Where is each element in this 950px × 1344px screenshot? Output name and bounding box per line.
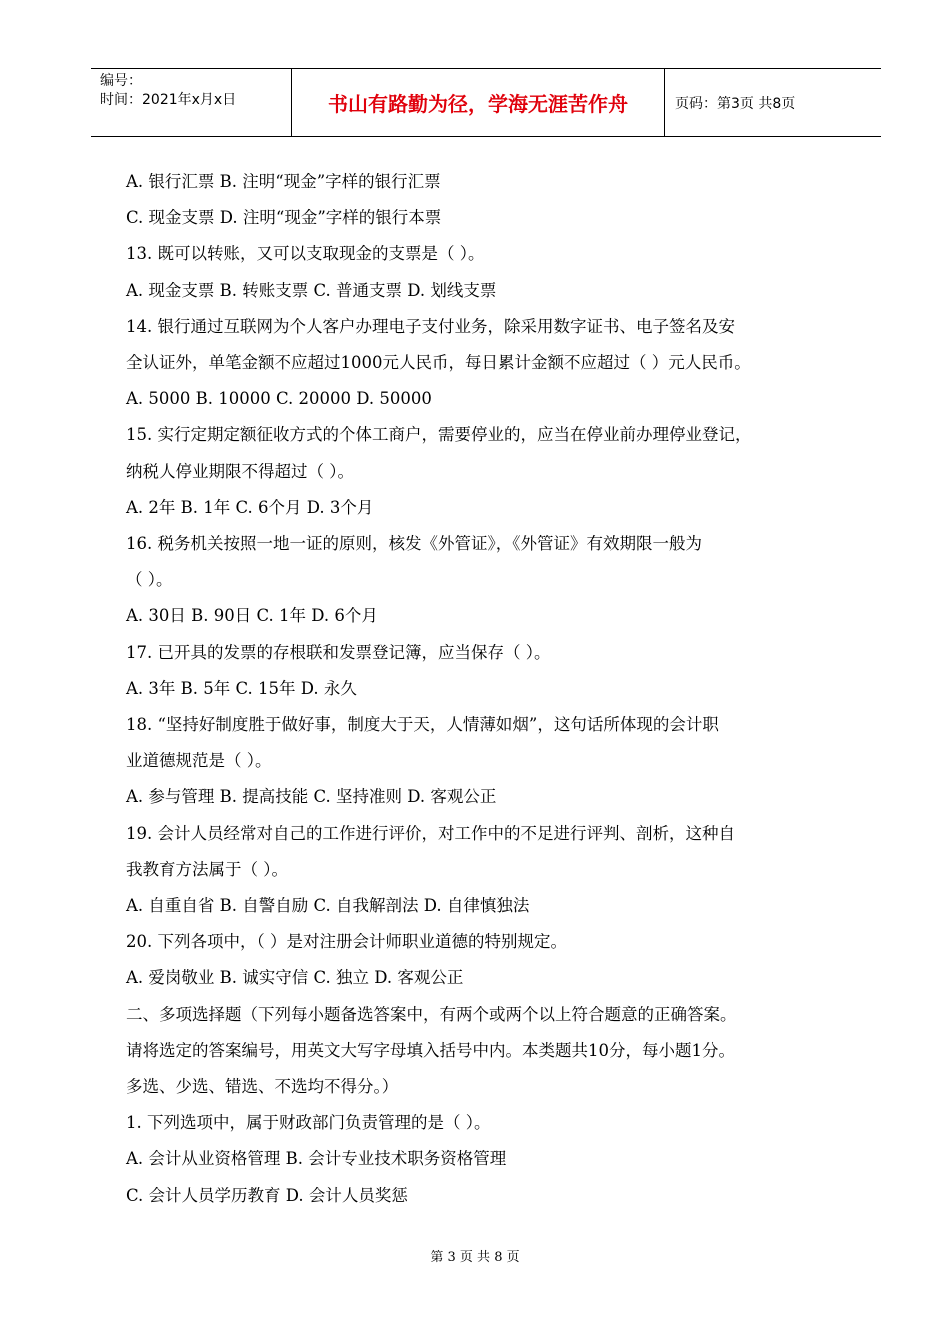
question-18: 18. “坚持好制度胜于做好事，制度大于天，人情薄如烟”，这句话所体现的会计职 [126,715,719,735]
code-label: 编号： [100,73,142,89]
text-line: （ ）。 [126,570,173,590]
text-line: 我教育方法属于（ ）。 [126,859,288,879]
text-line: A. 2年 B. 1年 C. 6个月 D. 3个月 [126,497,374,517]
header-meta [91,69,292,136]
text-line: A. 现金支票 B. 转账支票 C. 普通支票 D. 划线支票 [126,280,497,300]
header-page-info: 页码：第3页 共8页 [675,95,796,112]
page-footer: 第 3 页 共 8 页 [430,1250,520,1265]
question-19: 19. 会计人员经常对自己的工作进行评价，对工作中的不足进行评判、剖析，这种自 [126,823,735,843]
question-13: 13. 既可以转账，又可以支取现金的支票是（ ）。 [126,244,485,264]
text-line: A. 自重自省 B. 自警自励 C. 自我解剖法 D. 自律慎独法 [126,896,530,916]
page-header [91,68,881,137]
text-line: A. 参与管理 B. 提高技能 C. 坚持准则 D. 客观公正 [126,787,497,807]
text-line: A. 爱岗敬业 B. 诚实守信 C. 独立 D. 客观公正 [126,968,464,988]
header-motto: 书山有路勤为径，学海无涯苦作舟 [292,69,665,136]
text-line: A. 5000 B. 10000 C. 20000 D. 50000 [126,389,432,409]
question-14: 14. 银行通过互联网为个人客户办理电子支付业务，除采用数字证书、电子签名及安 [126,316,735,336]
question-15: 15. 实行定期定额征收方式的个体工商户，需要停业的，应当在停业前办理停业登记， [126,425,752,445]
text-line: 请将选定的答案编号，用英文大写字母填入括号中内。本类题共10分，每小题1分。 [126,1040,735,1060]
question-1: 1. 下列选项中，属于财政部门负责管理的是（ ）。 [126,1113,491,1133]
text-line: A. 银行汇票 B. 注明“现金”字样的银行汇票 [126,172,441,191]
text-line: A. 3年 B. 5年 C. 15年 D. 永久 [126,678,357,698]
document-body [126,164,861,1214]
question-16: 16. 税务机关按照一地一证的原则，核发《外管证》，《外管证》有效期限一般为 [126,534,702,554]
text-line: 纳税人停业期限不得超过（ ）。 [126,461,354,481]
section-heading: 二、多项选择题（下列每小题备选答案中，有两个或两个以上符合题意的正确答案。 [126,1004,737,1024]
question-20: 20. 下列各项中，（ ）是对注册会计师职业道德的特别规定。 [126,932,567,952]
text-line: 全认证外，单笔金额不应超过1000元人民币，每日累计金额不应超过（ ）元人民币。 [126,353,751,373]
text-line: A. 30日 B. 90日 C. 1年 D. 6个月 [126,606,378,626]
text-line: C. 会计人员学历教育 D. 会计人员奖惩 [126,1185,408,1205]
time-label: 时间：2021年x月x日 [100,92,237,108]
text-line: C. 现金支票 D. 注明“现金”字样的银行本票 [126,208,442,228]
text-line: 业道德规范是（ ）。 [126,751,272,771]
question-17: 17. 已开具的发票的存根联和发票登记簿，应当保存（ ）。 [126,642,551,662]
text-line: A. 会计从业资格管理 B. 会计专业技术职务资格管理 [126,1149,507,1169]
text-line: 多选、少选、错选、不选均不得分。） [126,1077,399,1097]
